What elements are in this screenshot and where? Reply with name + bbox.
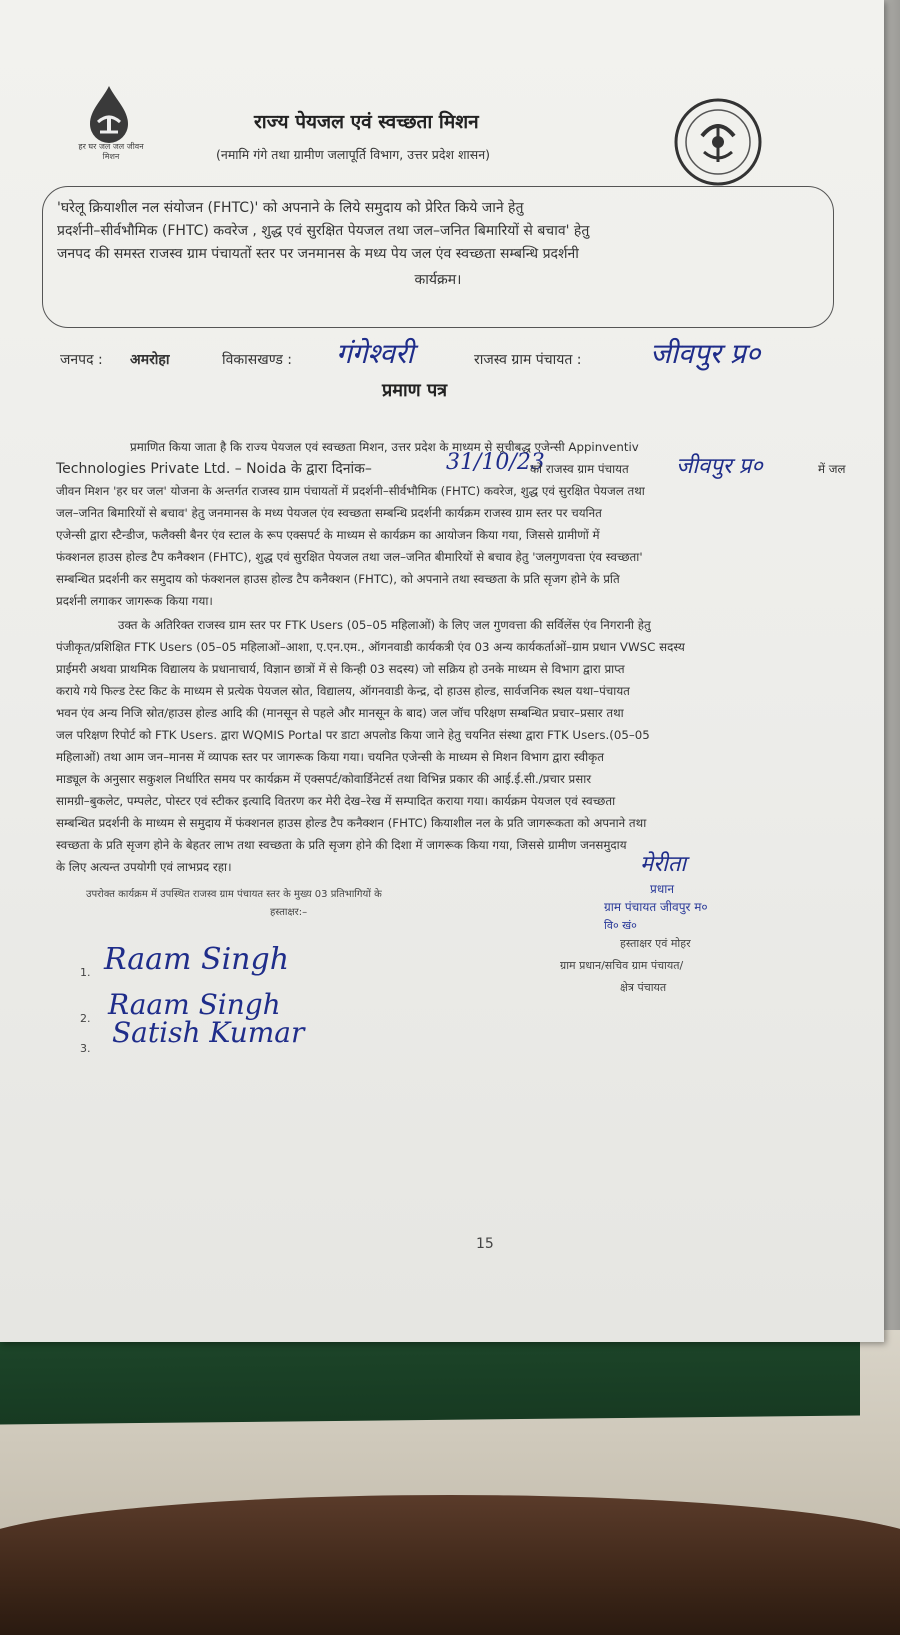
- block-label: विकासखण्ड :: [222, 352, 293, 368]
- para1-line-2a: Technologies Private Ltd. – Noida के द्वारा दिनांक–: [56, 461, 372, 477]
- banner-line-4: कार्यक्रम।: [414, 272, 462, 288]
- page-number: 15: [476, 1236, 494, 1252]
- panchayat-value: जीवपुर प्र०: [650, 337, 761, 370]
- arm-foreground: [0, 1495, 900, 1635]
- para2-line-2: पंजीकृत/प्रशिक्षित FTK Users (05–05 महिलाओं–आशा, ए.एन.एम., ऑगनवाडी कार्यकत्री एंव 03 अन्य कार्यकर्ताओं–ग्राम प्रधान VWSC सदस्य: [56, 640, 685, 654]
- banner-line-2: प्रदर्शनी–सीर्वभौमिक (FHTC) कवरेज , शुद्ध एवं सुरक्षित पेयजल तथा जल–जनित बिमारियों से बचाव' हेतु: [57, 223, 590, 239]
- para2-line-11: स्वच्छता के प्रति सृजग होने के बेहतर लाभ तथा स्वच्छता के प्रति सृजग होने की दिशा में जागरूक किया गया, जिससे ग्रामीण जनसमुदाय: [56, 838, 627, 852]
- certificate-heading: प्रमाण पत्र: [382, 380, 448, 401]
- para1-line-2c: में जल: [818, 462, 846, 476]
- stamp-line-3: वि० खं०: [604, 919, 637, 932]
- banner-line-3: जनपद की समस्त राजस्व ग्राम पंचायतों स्तर पर जनमानस के मध्य पेय जल एंव स्वच्छता सम्बन्धि प्रदर्शनी: [57, 246, 579, 262]
- para2-line-1: उक्त के अतिरिक्त राजस्व ग्राम स्तर पर FTK Users (05–05 महिलाओं) के लिए जल गुणवत्ता की सर्विलेंस एंव निगरानी हेतु: [118, 618, 651, 632]
- para2-line-9: सामग्री–बुकलेट, पम्पलेट, पोस्टर एवं स्टीकर इत्यादि वितरण कर मेरी देख–रेख में सम्पादित कराया गया। कार्यक्रम पेयजल एवं स्वच्छता: [56, 794, 616, 808]
- para2-line-6: जल परिक्षण रिपोर्ट को FTK Users. द्वारा WQMIS Portal पर डाटा अपलोड किया जाने हेतु चयनित संस्था द्वारा FTK Users.(05–05: [56, 728, 650, 742]
- program-banner: [42, 186, 834, 328]
- participant-signature: Raam Singh: [108, 988, 281, 1021]
- para2-line-7: महिलाओं) तथा आम जन–मानस में व्यापक स्तर पर जागरूक किया गया। चयनित एजेन्सी के माध्यम से मिशन विभाग द्वारा स्वीकृत: [56, 750, 604, 764]
- panchayat-label: राजस्व ग्राम पंचायत :: [474, 352, 582, 368]
- para2-line-3: प्राईमरी अथवा प्राथमिक विद्यालय के प्रधानाचार्य, विज्ञान छात्रों में से किन्ही 03 सदस्य) जो सक्रिय हो उनके माध्यम से विभाग द्वारा प्राप्त: [56, 662, 625, 676]
- participant-number: 3.: [80, 1042, 91, 1055]
- participant-number: 2.: [80, 1012, 91, 1025]
- participants-intro-2: हस्ताक्षर:–: [270, 907, 308, 918]
- para1-line-2b: को राजस्व ग्राम पंचायत: [530, 462, 629, 476]
- stamp-line-1: प्रधान: [650, 882, 674, 896]
- village-name: जीवपुर प्र०: [676, 454, 763, 479]
- mission-subtitle: (नमामि गंगे तथा ग्रामीण जलापूर्ति विभाग, उत्तर प्रदेश शासन): [216, 147, 491, 162]
- signatory-line-2: ग्राम प्रधान/सचिव ग्राम पंचायत/: [560, 959, 684, 972]
- participant-number: 1.: [80, 966, 91, 979]
- para1-line-7: सम्बन्धित प्रदर्शनी कर समुदाय को फंक्शनल हाउस होल्ड टैप कनैक्शन (FHTC), को अपनाने तथा स्वच्छता के प्रति सृजग होने के प्रति: [56, 572, 620, 586]
- para2-line-5: भवन एंव अन्य निजि स्रोत/हाउस होल्ड आदि की (मानसून से पहले और मानसून के बाद) जल जॉच परिक्षण सम्बन्धित प्रचार–प्रसार तथा: [56, 706, 624, 720]
- pradhan-signature: मेरीता: [640, 852, 687, 877]
- para1-line-5: एजेन्सी द्वारा स्टैन्डीज, फलैक्सी बैनर एंव स्टाल के रूप एक्सपर्ट के माध्यम से कार्यक्रम का आयोजन किया गया, जिससे ग्रामीणों में: [56, 528, 600, 542]
- participant-signature: Raam Singh: [104, 942, 290, 977]
- signatory-line-3: क्षेत्र पंचायत: [620, 981, 667, 994]
- mission-title: राज्य पेयजल एवं स्वच्छता मिशन: [254, 111, 479, 133]
- district-value: अमरोहा: [130, 352, 170, 368]
- up-government-seal: [672, 96, 764, 188]
- signatory-line-1: हस्ताक्षर एवं मोहर: [620, 937, 691, 950]
- seal-emblem-icon: [672, 96, 764, 188]
- participants-intro-1: उपरोक्त कार्यक्रम में उपस्थित राजस्व ग्राम पंचायत स्तर के मुख्य 03 प्रतिभागियों के: [86, 889, 382, 900]
- stamp-line-2: ग्राम पंचायत जीवपुर म०: [604, 900, 708, 914]
- para1-line-3: जीवन मिशन 'हर घर जल' योजना के अन्तर्गत राजस्व ग्राम पंचायतों में प्रदर्शनी–सीर्वभौमिक (FHTC) कवरेज, शुद्ध एवं सुरक्षित पेयजल तथा: [56, 484, 645, 498]
- banner-line-1: 'घरेलू क्रियाशील नल संयोजन (FHTC)' को अपनाने के लिये समुदाय को प्रेरित किये जाने हेतु: [57, 200, 524, 216]
- program-date: 31/10/23: [446, 450, 545, 475]
- participant-signature: Satish Kumar: [112, 1016, 305, 1049]
- para2-line-8: माड्यूल के अनुसार सकुशल निर्धारित समय पर कार्यक्रम में एक्सपर्ट/कोवार्डिनेटर्स तथा विभिन्न प्रकार की आई.ई.सी./प्रचार प्रसार: [56, 772, 592, 786]
- water-drop-icon: [74, 82, 144, 146]
- para2-line-12: के लिए अत्यन्त उपयोगी एवं लाभप्रद रहा।: [56, 860, 232, 874]
- block-value: गंगेश्वरी: [336, 337, 414, 370]
- para2-line-4: कराये गये फिल्ड टेस्ट किट के माध्यम से प्रत्येक पेयजल स्रोत, विद्यालय, ऑगनवाडी केन्द्र, दो हाउस होल्ड, सार्वजनिक स्थल यथा–पंचायत: [56, 684, 630, 698]
- para1-line-8: प्रदर्शनी लगाकर जागरूक किया गया।: [56, 594, 213, 608]
- para1-line-1: प्रमाणित किया जाता है कि राज्य पेयजल एवं स्वच्छता मिशन, उत्तर प्रदेश के माध्यम से सूचीबद्ध एजेन्सी Appinventiv: [130, 440, 639, 454]
- para2-line-10: सम्बन्धित प्रदर्शनी के माध्यम से समुदाय में फंक्शनल हाउस होल्ड टैप कनैक्शन (FHTC) कियाशील नल के प्रति जागरूकता को अपनाने तथा: [56, 816, 647, 830]
- para1-line-4: जल–जनित बिमारियों से बचाव' हेतु जनमानस के मध्य पेयजल एंव स्वच्छता सम्बन्धि प्रदर्शनी कार्यक्रम राजस्व ग्राम स्तर पर चयनित: [56, 506, 602, 520]
- har-ghar-jal-logo: [74, 82, 144, 172]
- district-label: जनपद :: [60, 352, 103, 368]
- para1-line-6: फंक्शनल हाउस होल्ड टैप कनैक्शन (FHTC), शुद्ध एवं सुरक्षित पेयजल तथा जल–जनित बीमारियों से बचाव हेतु 'जलगुणवत्ता एंव स्वच्छता': [56, 550, 643, 564]
- logo-caption: हर घर जल जल जीवन मिशन: [78, 142, 144, 161]
